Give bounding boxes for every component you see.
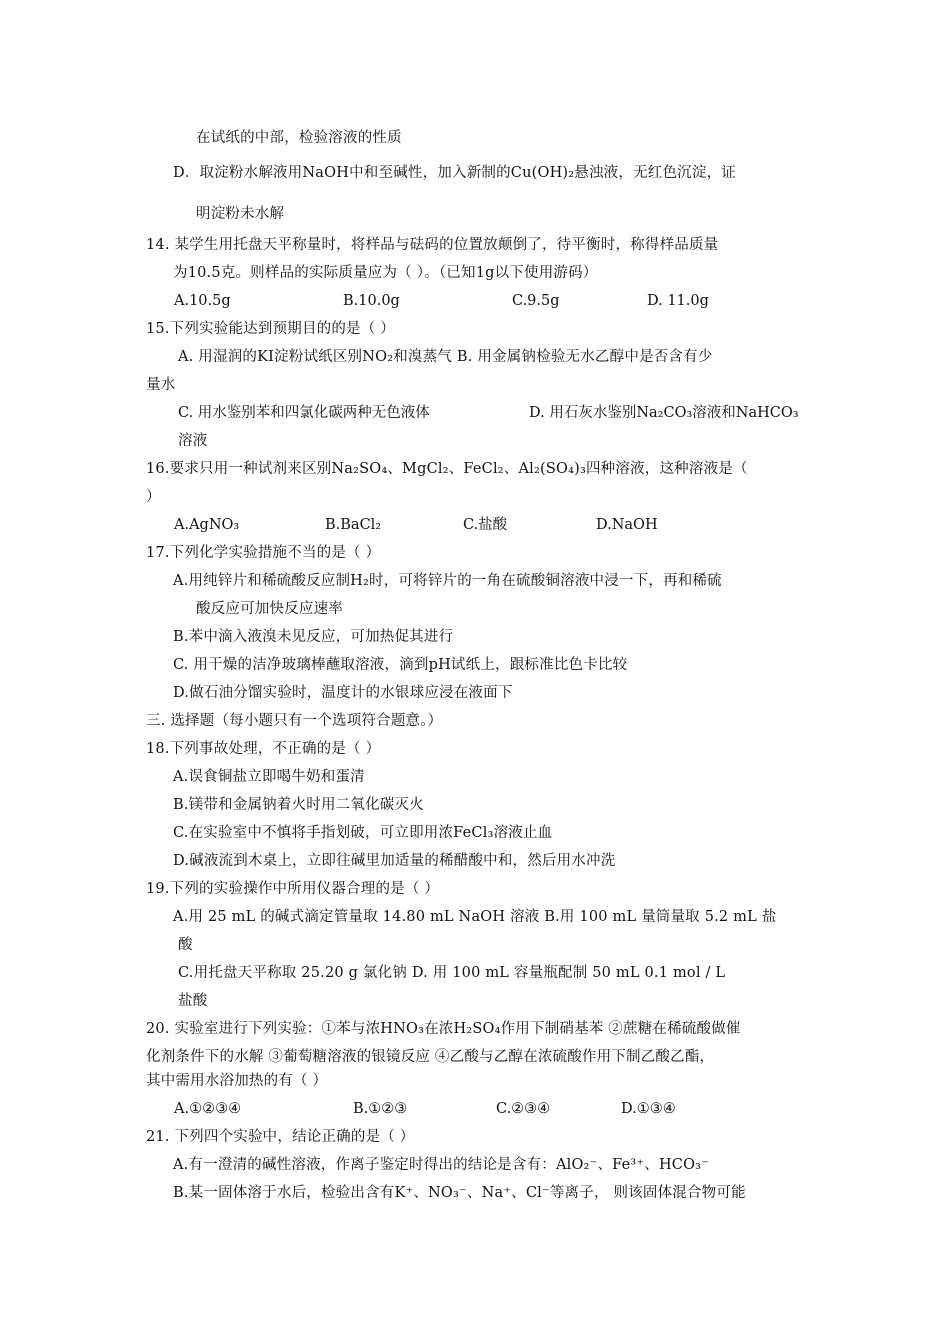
q16-option-c: C.盐酸 [463, 517, 508, 533]
q20-option-b: B.①②③ [353, 1101, 408, 1117]
q17-option-d: D.做石油分馏实验时，温度计的水银球应浸在液面下 [173, 685, 513, 701]
q20-stem-1: 20. 实验室进行下列实验：①苯与浓HNO₃在浓H₂SO₄作用下制硝基苯 ②蔗糖在稀硫酸做催 [146, 1021, 741, 1037]
q16-stem-1: 16.要求只用一种试剂来区别Na₂SO₄、MgCl₂、FeCl₂、Al₂(SO₄)₃四种溶液，这种溶液是（ [146, 461, 748, 477]
q16-option-b: B.BaCl₂ [325, 517, 382, 533]
q15-option-c: C. 用水鉴别苯和四氯化碳两种无色液体 [178, 405, 430, 421]
q15-option-ab: A. 用湿润的KI淀粉试纸区别NO₂和溴蒸气 B. 用金属钠检验无水乙醇中是否含有少 [178, 349, 713, 365]
section-3-heading: 三. 选择题（每小题只有一个选项符合题意。） [146, 713, 443, 729]
q14-option-b: B.10.0g [343, 293, 400, 309]
q16-option-d: D.NaOH [596, 517, 658, 533]
q17-option-c: C. 用干燥的洁净玻璃棒蘸取溶液，滴到pH试纸上，跟标准比色卡比较 [173, 657, 628, 673]
q18-option-a: A.误食铜盐立即喝牛奶和蛋清 [173, 769, 365, 785]
q17-option-a-2: 酸反应可加快反应速率 [196, 601, 343, 617]
q20-option-c: C.②③④ [496, 1101, 551, 1117]
q20-stem-3: 其中需用水浴加热的有（ ） [146, 1073, 328, 1089]
q14-option-a: A.10.5g [174, 293, 231, 309]
q20-option-d: D.①③④ [621, 1101, 676, 1117]
q19-option-b-cont: 酸 [178, 937, 193, 953]
q16-stem-2: ） [146, 489, 161, 505]
q21-stem: 21. 下列四个实验中，结论正确的是（ ） [146, 1129, 415, 1145]
q19-option-cd: C.用托盘天平称取 25.20 g 氯化钠 D. 用 100 mL 容量瓶配制 50 mL 0.1 mol / L [178, 965, 726, 981]
q18-option-d: D.碱液流到木桌上，立即往碱里加适量的稀醋酸中和，然后用水冲洗 [173, 853, 616, 869]
q19-stem: 19.下列的实验操作中所用仪器合理的是（ ） [146, 881, 440, 897]
q13d-line-1: D．取淀粉水解液用NaOH中和至碱性，加入新制的Cu(OH)₂悬浊液，无红色沉淀，证 [173, 165, 736, 181]
q21-option-a: A.有一澄清的碱性溶液，作离子鉴定时得出的结论是含有：AlO₂⁻、Fe³⁺、HCO₃⁻ [173, 1157, 710, 1173]
q21-option-b: B.某一固体溶于水后，检验出含有K⁺、NO₃⁻、Na⁺、Cl⁻等离子， 则该固体混合物可能 [173, 1185, 746, 1201]
q15-option-b-cont: 量水 [146, 377, 176, 393]
q14-option-c: C.9.5g [512, 293, 560, 309]
q19-option-d-cont: 盐酸 [178, 993, 208, 1009]
q15-option-d-cont: 溶液 [178, 433, 208, 449]
q15-option-d: D. 用石灰水鉴别Na₂CO₃溶液和NaHCO₃ [529, 405, 799, 421]
q14-stem-2: 为10.5克。则样品的实际质量应为（ ）。（已知1g以下使用游码） [173, 265, 598, 281]
q18-option-c: C.在实验室中不慎将手指划破，可立即用浓FeCl₃溶液止血 [173, 825, 553, 841]
q19-option-ab: A.用 25 mL 的碱式滴定管量取 14.80 mL NaOH 溶液 B.用 100 mL 量筒量取 5.2 mL 盐 [173, 909, 777, 925]
q13d-line-2: 明淀粉未水解 [196, 206, 285, 222]
q18-stem: 18.下列事故处理，不正确的是（ ） [146, 741, 381, 757]
q18-option-b: B.镁带和金属钠着火时用二氧化碳灭火 [173, 797, 424, 813]
q14-option-d: D. 11.0g [647, 293, 709, 309]
q17-option-b: B.苯中滴入液溴未见反应，可加热促其进行 [173, 629, 454, 645]
q15-stem: 15.下列实验能达到预期目的的是（ ） [146, 321, 395, 337]
q13c-line-2: 在试纸的中部，检验溶液的性质 [196, 130, 402, 146]
q14-stem-1: 14. 某学生用托盘天平称量时，将样品与砝码的位置放颠倒了，待平衡时，称得样品质量 [146, 237, 719, 253]
q20-option-a: A.①②③④ [174, 1101, 242, 1117]
q20-stem-2: 化剂条件下的水解 ③葡萄糖溶液的银镜反应 ④乙酸与乙醇在浓硫酸作用下制乙酸乙酯， [146, 1049, 715, 1065]
q17-option-a-1: A.用纯锌片和稀硫酸反应制H₂时，可将锌片的一角在硫酸铜溶液中浸一下，再和稀硫 [173, 573, 722, 589]
q16-option-a: A.AgNO₃ [174, 517, 240, 533]
q17-stem: 17.下列化学实验措施不当的是（ ） [146, 545, 381, 561]
